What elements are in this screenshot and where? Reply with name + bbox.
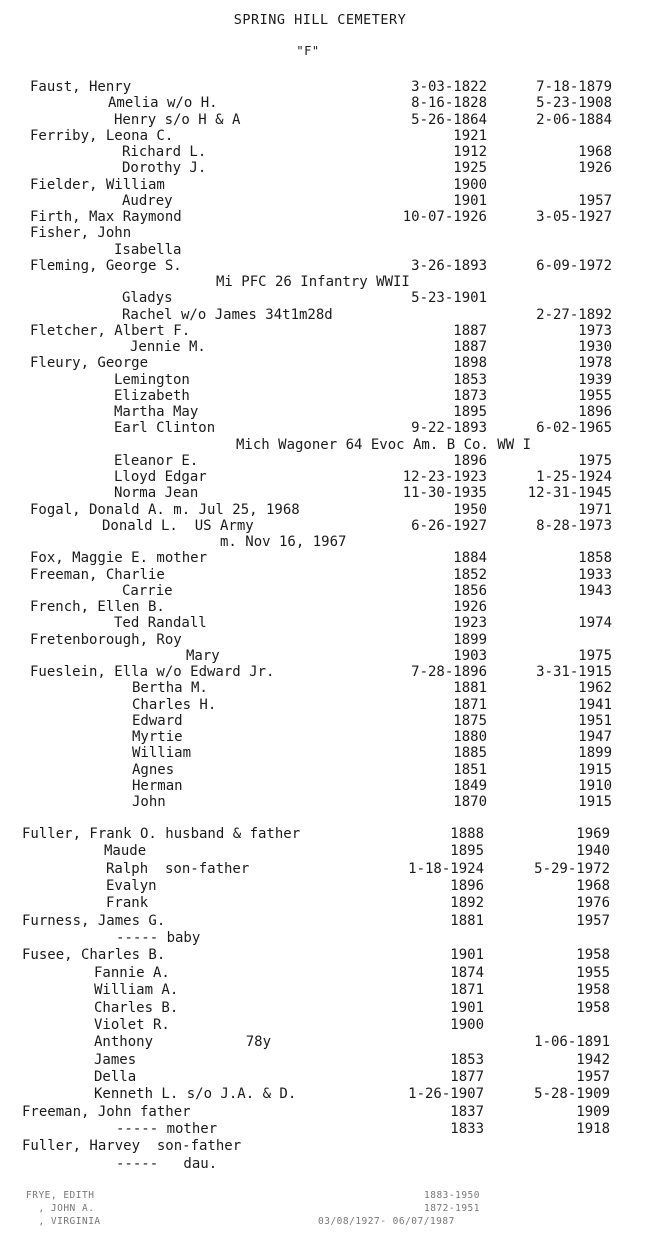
burial-entry — [0, 1156, 671, 1172]
entry-name: Lloyd Edgar — [114, 469, 207, 485]
burial-entry — [0, 420, 671, 436]
entry-birth-date: 1887 — [453, 339, 487, 355]
entry-name: Faust, Henry — [30, 79, 132, 95]
burial-entry — [0, 209, 671, 225]
entry-death-date: 1968 — [576, 878, 610, 895]
entry-birth-date: 11-30-1935 — [402, 485, 487, 502]
burial-entry — [0, 258, 671, 274]
entry-death-date: 6-02-1965 — [536, 420, 612, 437]
burial-entry — [0, 95, 671, 111]
burial-entry — [0, 469, 671, 485]
burial-entry — [0, 778, 671, 794]
footer-name-3: , VIRGINIA — [26, 1216, 101, 1227]
entry-name: Myrtie — [132, 729, 183, 745]
burial-entry — [0, 372, 671, 388]
entry-name: Evalyn — [106, 878, 157, 895]
entry-birth-date: 1895 — [453, 404, 487, 420]
entry-birth-date: 3-26-1893 — [411, 257, 487, 274]
entry-name: William A. — [94, 982, 179, 999]
entry-name: Fisher, John — [30, 225, 132, 242]
burial-entry — [0, 648, 671, 664]
burial-entry — [0, 913, 671, 929]
entry-birth-date: 1921 — [453, 127, 487, 144]
entry-death-date: 1918 — [576, 1120, 610, 1137]
entry-name: Fogal, Donald A. m. Jul 25, 1968 — [30, 501, 300, 518]
entry-name: Fuller, Harvey son-father — [22, 1138, 242, 1155]
entry-name: Fretenborough, Roy — [30, 631, 182, 648]
entry-name: Eleanor E. — [114, 452, 199, 469]
entry-name: Fleming, George S. — [30, 257, 182, 274]
burial-entry — [0, 1017, 671, 1033]
entry-name: Kenneth L. s/o J.A. & D. — [94, 1086, 297, 1103]
entry-name: Fox, Maggie E. mother — [30, 550, 208, 567]
entry-name: Fuller, Frank O. husband & father — [22, 826, 301, 842]
burial-entry — [0, 242, 671, 258]
entry-death-date: 1943 — [578, 582, 612, 599]
burial-entry — [0, 729, 671, 745]
burial-entry — [0, 404, 671, 420]
entry-name: Ralph son-father — [106, 860, 250, 877]
burial-entry — [0, 112, 671, 128]
footer-date-1: 1883-1950 — [424, 1190, 480, 1201]
entry-birth-date: 1881 — [450, 912, 484, 929]
entry-death-date: 1974 — [578, 615, 612, 632]
entry-name: French, Ellen B. — [30, 599, 165, 615]
burial-entry — [0, 1121, 671, 1137]
entry-death-date: 1958 — [576, 999, 610, 1016]
entry-death-date: 3-31-1915 — [536, 664, 612, 680]
entry-death-date: 1958 — [576, 982, 610, 999]
burial-entry — [0, 1000, 671, 1016]
entry-birth-date: 1884 — [453, 550, 487, 567]
burial-entry — [0, 895, 671, 911]
entry-death-date: 1940 — [576, 843, 610, 860]
entry-birth-date: 1903 — [453, 647, 487, 664]
entry-name: Mi PFC 26 Infantry WWII — [216, 274, 410, 290]
entry-birth-date: 7-28-1896 — [411, 664, 487, 680]
burial-entry — [0, 274, 671, 290]
entry-birth-date: 1870 — [453, 794, 487, 810]
burial-entry — [0, 632, 671, 648]
entry-birth-date: 1926 — [453, 599, 487, 615]
burial-entry — [0, 599, 671, 615]
entry-name: Richard L. — [122, 144, 207, 160]
burial-entry — [0, 193, 671, 209]
entry-birth-date: 1896 — [453, 452, 487, 469]
entry-birth-date: 9-22-1893 — [411, 420, 487, 437]
entry-death-date: 1-06-1891 — [534, 1034, 610, 1051]
burial-entry — [0, 453, 671, 469]
burial-entry — [0, 534, 671, 550]
entry-birth-date: 1899 — [453, 631, 487, 648]
entry-death-date: 1896 — [578, 404, 612, 420]
entry-name: Jennie M. — [130, 339, 206, 355]
entry-name: Rachel w/o James 34t1m28d — [122, 306, 333, 323]
burial-entry — [0, 437, 671, 453]
entry-death-date: 1968 — [578, 144, 612, 160]
entry-birth-date: 1837 — [450, 1103, 484, 1120]
entry-name: Martha May — [114, 404, 199, 420]
burial-entry — [0, 1104, 671, 1120]
entry-death-date: 1933 — [578, 566, 612, 583]
burial-entry — [0, 355, 671, 371]
footer-name-1: FRYE, EDITH — [26, 1190, 95, 1201]
burial-entry — [0, 567, 671, 583]
entry-name: John — [132, 794, 166, 810]
entry-name: Freeman, Charlie — [30, 566, 165, 583]
entry-death-date: 3-05-1927 — [536, 209, 612, 225]
burial-entry — [0, 843, 671, 859]
entry-birth-date: 1852 — [453, 566, 487, 583]
entry-birth-date: 10-07-1926 — [402, 209, 487, 225]
entry-name: Amelia w/o H. — [108, 95, 218, 112]
entry-name: Norma Jean — [114, 485, 199, 502]
burial-entry — [0, 177, 671, 193]
entry-birth-date: 1-26-1907 — [408, 1086, 484, 1103]
entry-name: Mich Wagoner 64 Evoc Am. B Co. WW I — [236, 436, 532, 453]
entry-name: Fusee, Charles B. — [22, 947, 166, 964]
burial-entry — [0, 826, 671, 842]
entry-name: Donald L. US Army — [102, 517, 254, 534]
entry-death-date: 1899 — [578, 745, 612, 762]
entry-death-date: 1971 — [578, 501, 612, 518]
burial-entry — [0, 1052, 671, 1068]
entry-name: Fielder, William — [30, 176, 165, 193]
burial-entry — [0, 947, 671, 963]
entry-birth-date: 1849 — [453, 777, 487, 794]
entry-name: Audrey — [122, 192, 173, 209]
entry-death-date: 1915 — [578, 761, 612, 778]
entry-birth-date: 1871 — [453, 696, 487, 713]
burial-entry — [0, 550, 671, 566]
entry-death-date: 1975 — [578, 452, 612, 469]
entry-name: Dorothy J. — [122, 160, 207, 177]
entry-birth-date: 1851 — [453, 761, 487, 778]
entry-birth-date: 1900 — [450, 1016, 484, 1033]
entry-name: Carrie — [122, 582, 173, 599]
entry-name: ----- dau. — [116, 1155, 218, 1172]
burial-entry — [0, 290, 671, 306]
entry-birth-date: 1885 — [453, 745, 487, 762]
burial-entry — [0, 225, 671, 241]
entry-birth-date: 1881 — [453, 680, 487, 697]
entry-birth-date: 1887 — [453, 322, 487, 339]
entry-name: Maude — [104, 843, 147, 860]
entry-name: Bertha M. — [132, 680, 208, 697]
footer-date-3: 03/08/1927- 06/07/1987 — [318, 1216, 455, 1227]
entry-name: Isabella — [114, 241, 182, 258]
entry-birth-date: 1874 — [450, 964, 484, 981]
entry-birth-date: 1901 — [453, 192, 487, 209]
entry-death-date: 1942 — [576, 1051, 610, 1068]
entry-death-date: 1969 — [576, 826, 610, 842]
entry-death-date: 2-27-1892 — [536, 306, 612, 323]
entry-birth-date: 1880 — [453, 729, 487, 745]
entry-birth-date: 1895 — [450, 843, 484, 860]
burial-entry — [0, 713, 671, 729]
burial-entry — [0, 160, 671, 176]
entry-name: Henry s/o H & A — [114, 111, 241, 128]
entry-death-date: 6-09-1972 — [536, 257, 612, 274]
burial-entry — [0, 878, 671, 894]
entry-name: Violet R. — [94, 1016, 170, 1033]
entry-birth-date: 3-03-1822 — [411, 79, 487, 95]
entry-name: ----- mother — [116, 1120, 218, 1137]
burial-entry — [0, 1086, 671, 1102]
entry-birth-date: 12-23-1923 — [402, 469, 487, 485]
entry-name: Ferriby, Leona C. — [30, 127, 174, 144]
entry-death-date: 1957 — [578, 192, 612, 209]
entry-name: Fleury, George — [30, 355, 149, 372]
burial-entry — [0, 79, 671, 95]
burial-entry — [0, 982, 671, 998]
entry-name: Firth, Max Raymond — [30, 209, 182, 225]
burial-entry — [0, 485, 671, 501]
entry-name: William — [132, 745, 192, 762]
burial-entry — [0, 745, 671, 761]
entry-name: Elizabeth — [114, 387, 190, 404]
entry-death-date: 1955 — [576, 964, 610, 981]
entry-death-date: 1910 — [578, 777, 612, 794]
entry-death-date: 1939 — [578, 371, 612, 388]
burial-entry — [0, 680, 671, 696]
entry-name: Gladys — [122, 290, 173, 307]
burial-entry — [0, 794, 671, 810]
entry-death-date: 1958 — [576, 947, 610, 964]
entry-death-date: 1915 — [578, 794, 612, 810]
entry-death-date: 8-28-1973 — [536, 517, 612, 534]
section-letter: "F" — [296, 44, 320, 58]
entry-name: James — [94, 1051, 137, 1068]
entry-name: Fueslein, Ella w/o Edward Jr. — [30, 664, 275, 680]
entry-birth-date: 1-18-1924 — [408, 860, 484, 877]
entry-death-date: 1947 — [578, 729, 612, 745]
burial-entry — [0, 128, 671, 144]
entry-name: Herman — [132, 777, 183, 794]
entry-birth-date: 5-26-1864 — [411, 111, 487, 128]
entry-birth-date: 1900 — [453, 176, 487, 193]
entry-name: Lemington — [114, 371, 190, 388]
entry-name: Charles H. — [132, 696, 217, 713]
burial-entry — [0, 339, 671, 355]
entry-death-date: 12-31-1945 — [527, 485, 612, 502]
burial-entry — [0, 1138, 671, 1154]
entry-death-date: 1957 — [576, 1068, 610, 1085]
entry-death-date: 1962 — [578, 680, 612, 697]
footer-name-2: , JOHN A. — [26, 1203, 95, 1214]
burial-entry — [0, 664, 671, 680]
entry-birth-date: 1871 — [450, 982, 484, 999]
entry-birth-date: 1898 — [453, 355, 487, 372]
entry-death-date: 1955 — [578, 387, 612, 404]
entry-birth-date: 1950 — [453, 501, 487, 518]
entry-name: Della — [94, 1068, 137, 1085]
entry-birth-date: 1912 — [453, 144, 487, 160]
entry-birth-date: 1901 — [450, 999, 484, 1016]
entry-death-date: 1957 — [576, 912, 610, 929]
entry-name: Agnes — [132, 761, 175, 778]
entry-name: Furness, James G. — [22, 912, 166, 929]
burial-entry — [0, 615, 671, 631]
cemetery-title: SPRING HILL CEMETERY — [233, 12, 407, 28]
entry-death-date: 1976 — [576, 895, 610, 912]
entry-death-date: 5-23-1908 — [536, 95, 612, 112]
entry-birth-date: 1925 — [453, 160, 487, 177]
entry-name: Edward — [132, 712, 183, 729]
entry-death-date: 1975 — [578, 647, 612, 664]
entry-death-date: 5-28-1909 — [534, 1086, 610, 1103]
entry-death-date: 1930 — [578, 339, 612, 355]
burial-entry — [0, 965, 671, 981]
entry-birth-date: 1833 — [450, 1120, 484, 1137]
entry-name: Freeman, John father — [22, 1103, 191, 1120]
entry-birth-date: 1901 — [450, 947, 484, 964]
entry-birth-date: 1853 — [450, 1051, 484, 1068]
entry-death-date: 1941 — [578, 696, 612, 713]
entry-name: Charles B. — [94, 999, 179, 1016]
entry-birth-date: 1873 — [453, 387, 487, 404]
footer-date-2: 1872-1951 — [424, 1203, 480, 1214]
burial-entry — [0, 518, 671, 534]
burial-entry — [0, 144, 671, 160]
entry-birth-date: 8-16-1828 — [411, 95, 487, 112]
burial-entry — [0, 502, 671, 518]
entry-death-date: 5-29-1972 — [534, 860, 610, 877]
entry-death-date: 1909 — [576, 1103, 610, 1120]
entry-name: Fannie A. — [94, 964, 170, 981]
entry-death-date: 1951 — [578, 712, 612, 729]
entry-birth-date: 1853 — [453, 371, 487, 388]
burial-entry — [0, 930, 671, 946]
entry-name: ----- baby — [116, 930, 201, 947]
entry-name: Mary — [186, 647, 220, 664]
entry-birth-date: 1875 — [453, 712, 487, 729]
entry-name: Fletcher, Albert F. — [30, 322, 191, 339]
entry-death-date: 1858 — [578, 550, 612, 567]
entry-birth-date: 1923 — [453, 615, 487, 632]
entry-name: Earl Clinton — [114, 420, 216, 437]
burial-entry — [0, 323, 671, 339]
burial-entry — [0, 861, 671, 877]
entry-death-date: 7-18-1879 — [536, 79, 612, 95]
entry-birth-date: 6-26-1927 — [411, 517, 487, 534]
burial-entry — [0, 1034, 671, 1050]
burial-entry — [0, 307, 671, 323]
entry-death-date: 1978 — [578, 355, 612, 372]
entry-name: Anthony 78y — [94, 1034, 272, 1051]
burial-entry — [0, 388, 671, 404]
entry-birth-date: 1856 — [453, 582, 487, 599]
burial-entry — [0, 1069, 671, 1085]
entry-name: Frank — [106, 895, 149, 912]
entry-name: Ted Randall — [114, 615, 207, 632]
entry-death-date: 1-25-1924 — [536, 469, 612, 485]
entry-birth-date: 1888 — [450, 826, 484, 842]
entry-birth-date: 1892 — [450, 895, 484, 912]
entry-death-date: 1926 — [578, 160, 612, 177]
burial-entry — [0, 697, 671, 713]
burial-entry — [0, 583, 671, 599]
entry-death-date: 1973 — [578, 322, 612, 339]
entry-birth-date: 1896 — [450, 878, 484, 895]
entry-name: m. Nov 16, 1967 — [220, 534, 347, 550]
entry-birth-date: 1877 — [450, 1068, 484, 1085]
entry-birth-date: 5-23-1901 — [411, 290, 487, 307]
burial-entry — [0, 762, 671, 778]
entry-death-date: 2-06-1884 — [536, 111, 612, 128]
